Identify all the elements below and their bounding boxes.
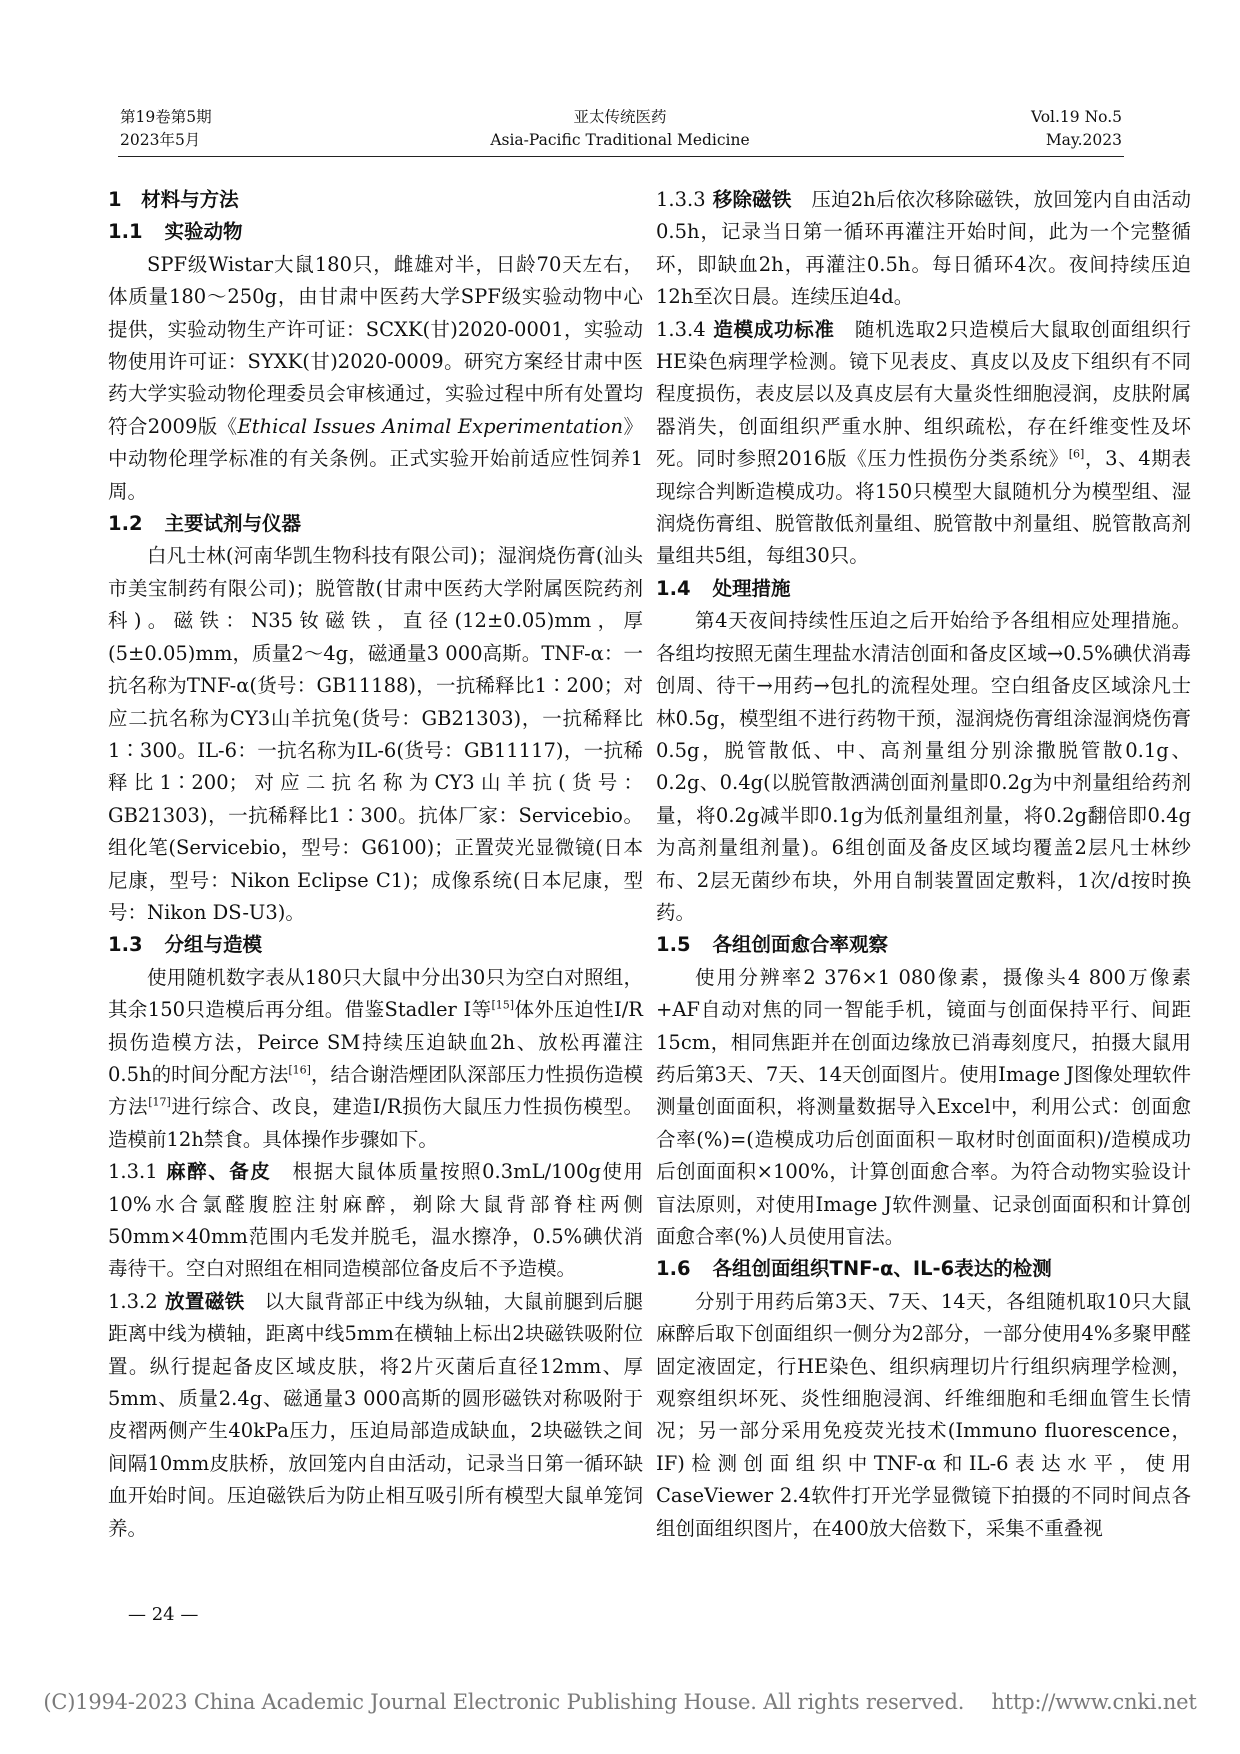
paragraph-grouping-modeling [108, 962, 643, 1156]
journal-title-en: Asia-Pacific Traditional Medicine [490, 131, 750, 149]
heading-number: 1.2 [108, 512, 143, 536]
paragraph-tnf-il6-detection: 分别于用药后第3天、7天、14天，各组随机取10只大鼠麻醉后取下创面组织一侧分为2部分，一部分使用4%多聚甲醛固定液固定，行HE染色、组织病理切片行组织病理学检测，观察组织坏死、炎性细胞浸润、纤维细胞和毛细血管生长情况；另一部分采用免疫荧光技术(Immuno fluorescence，IF)检测创面组织中TNF-α和IL-6表达水平，使用CaseViewer 2.4软件打开光学显微镜下拍摄的不同时间点各组创面组织图片，在400放大倍数下，采集不重叠视 [656, 1289, 1191, 1540]
header-divider [118, 156, 1124, 157]
subsection-1-3-2 [108, 1286, 643, 1545]
volume-issue-en: Vol.19 No.5 [1030, 108, 1122, 126]
paragraph-anesthesia: 根据大鼠体质量按照0.3mL/100g使用10%水合氯醛腹腔注射麻醉，剃除大鼠背部脊柱两侧50mm×40mm范围内毛发并脱毛，温水擦净，0.5%碘伏消毒待干。空白对照组在相同造模部位备皮后不予造模。 [108, 1160, 643, 1281]
journal-title-cn: 亚太传统医药 [573, 108, 667, 126]
text-run: 使用随机数字表从180只大鼠中分出30只为空白对照组，其余150只造模后再分组。借鉴Stadler I等 [108, 965, 643, 1022]
heading-title: 放置磁铁 [164, 1289, 245, 1313]
paragraph-experimental-animals [108, 249, 643, 508]
heading-title: 麻醉、备皮 [164, 1160, 272, 1184]
copyright-watermark: (C)1994-2023 China Academic Journal Electronic Publishing House. All rights reserved. http://www.cnki.net [43, 1690, 1197, 1714]
heading-number: 1.3.1 [108, 1160, 158, 1184]
heading-1-4 [656, 573, 1191, 605]
heading-title: 各组创面组织TNF-α、IL-6表达的检测 [712, 1257, 1052, 1281]
heading-number: 1.1 [108, 220, 143, 244]
issue-date-en: May.2023 [1045, 131, 1122, 149]
text-run: 随机选取2只造模后大鼠取创面组织行HE染色病理学检测。镜下见表皮、真皮以及皮下组织有不同程度损伤，表皮层以及真皮层有大量炎性细胞浸润，皮肤附属器消失，创面组织严重水肿、组织疏松，存在纤维变性及坏死。同时参照2016版《压力性损伤分类系统》 [656, 317, 1191, 471]
text-run: ，结合谢浩煙团队深部压力性损伤造模方法 [108, 1062, 643, 1119]
text-run: SPF级Wistar大鼠180只，雌雄对半，日龄70天左右，体质量180～250g，由甘肃中医药大学SPF级实验动物中心提供，实验动物生产许可证：SCXK(甘)2020-0001，实验动物使用许可证：SYXK(甘)2020-0009。研究方案经甘肃中医药大学实验动物伦理委员会审核通过，实验过程中所有处置均符合2009版《 [108, 252, 643, 438]
paragraph-reagents-instruments: 白凡士林(河南华凯生物科技有限公司)；湿润烧伤膏(汕头市美宝制药有限公司)；脱管散(甘肃中医药大学附属医院药剂科)。磁铁：N35钕磁铁，直径(12±0.05)mm，厚(5±0.05)mm，质量2～4g，磁通量3 000高斯。TNF-α：一抗名称为TNF-α(货号：GB11188)，一抗稀释比1∶200；对应二抗名称为CY3山羊抗兔(货号：GB21303)，一抗稀释比1∶300。IL-6：一抗名称为IL-6(货号：GB11117)，一抗稀释比1∶200；对应二抗名称为CY3山羊抗(货号：GB21303)，一抗稀释比1∶300。抗体厂家：Servicebio。组化笔(Servicebio，型号：G6100)；正置荧光显微镜(日本尼康，型号：Nikon Eclipse C1)；成像系统(日本尼康，型号：Nikon DS-U3)。 [108, 544, 643, 924]
heading-1-2 [108, 508, 643, 540]
heading-title: 移除磁铁 [712, 188, 792, 211]
heading-number: 1.3.2 [108, 1289, 158, 1313]
citation-ref: [16] [288, 1063, 311, 1077]
page-number: — 24 — [128, 1604, 199, 1625]
citation-ref: [15] [491, 998, 515, 1012]
heading-number: 1.3.3 [656, 188, 706, 211]
header-right [1031, 106, 1122, 152]
heading-number: 1.3.4 [656, 317, 706, 341]
heading-number: 1.6 [656, 1257, 691, 1281]
heading-title: 主要试剂与仪器 [164, 512, 302, 536]
subsection-1-3-3 [656, 184, 1191, 314]
heading-1-6 [656, 1253, 1191, 1285]
heading-1-3 [108, 929, 643, 961]
citation-ref: [6] [1068, 447, 1085, 461]
heading-title: 实验动物 [164, 220, 243, 244]
subsection-1-3-1 [108, 1156, 643, 1286]
heading-1-5 [656, 929, 1191, 961]
subsection-1-3-4 [656, 314, 1191, 573]
section-heading-materials-methods: 1 材料与方法 [108, 188, 239, 211]
paragraph-treatment: 第4天夜间持续性压迫之后开始给予各组相应处理措施。各组均按照无菌生理盐水清洁创面和备皮区域→0.5%碘伏消毒创周、待干→用药→包扎的流程处理。空白组备皮区域涂凡士林0.5g，模型组不进行药物干预，湿润烧伤膏组涂湿润烧伤膏0.5g，脱管散低、中、高剂量组分别涂撒脱管散0.1g、0.2g、0.4g(以脱管散洒满创面剂量即0.2g为中剂量组给药剂量，将0.2g减半即0.1g为低剂量组剂量，将0.2g翻倍即0.4g为高剂量组剂量)。6组创面及备皮区域均覆盖2层凡士林纱布、2层无菌纱布块，外用自制装置固定敷料，1次/d按时换药。 [656, 609, 1191, 924]
right-column [656, 184, 1191, 1545]
text-run: 》中动物伦理学标准的有关条例。正式实验开始前适应性饲养1周。 [108, 414, 643, 503]
heading-1-1 [108, 216, 643, 248]
paragraph-remove-magnets: 压迫2h后依次移除磁铁，放回笼内自由活动0.5h，记录当日第一循环再灌注开始时间，此为一个完整循环，即缺血2h，再灌注0.5h。每日循环4次。夜间持续压迫12h至次日晨。连续压迫4d。 [656, 188, 1191, 309]
italic-title: Ethical Issues Animal Experimentation [237, 414, 624, 438]
volume-issue: 第19卷第5期 [120, 108, 212, 126]
text-run: ，3、4期表现综合判断造模成功。将150只模型大鼠随机分为模型组、湿润烧伤膏组、脱管散低剂量组、脱管散中剂量组、脱管散高剂量组共5组，每组30只。 [656, 447, 1191, 568]
text-run: 进行综合、改良，建造I/R损伤大鼠压力性损伤模型。造模前12h禁食。具体操作步骤如下。 [108, 1095, 643, 1151]
heading-number: 1.3 [108, 933, 143, 957]
heading-title: 处理措施 [712, 576, 791, 600]
heading-number: 1.4 [656, 576, 691, 600]
citation-ref: [17] [148, 1095, 171, 1109]
paragraph-magnets: 以大鼠背部正中线为纵轴，大鼠前腿到后腿距离中线为横轴，距离中线5mm在横轴上标出2块磁铁吸附位置。纵行提起备皮区域皮肤，将2片灭菌后直径12mm、厚5mm、质量2.4g、磁通量3 000高斯的圆形磁铁对称吸附于皮褶两侧产生40kPa压力，压迫局部造成缺血，2块磁铁之间间隔10mm皮肤桥，放回笼内自由活动，记录当日第一循环缺血开始时间。压迫磁铁后为防止相互吸引所有模型大鼠单笼饲养。 [108, 1289, 643, 1540]
text-run: 体外压迫性I/R损伤造模方法，Peirce SM持续压迫缺血2h、放松再灌注0.5h的时间分配方法 [108, 998, 643, 1086]
heading-number: 1.5 [656, 933, 691, 957]
left-column [108, 184, 643, 1545]
heading-title: 造模成功标准 [712, 317, 835, 341]
heading-title: 各组创面愈合率观察 [712, 933, 889, 957]
heading-title: 分组与造模 [164, 933, 263, 957]
paragraph-healing-rate: 使用分辨率2 376×1 080像素，摄像头4 800万像素+AF自动对焦的同一智能手机，镜面与创面保持平行、间距15cm，相同焦距并在创面边缘放已消毒刻度尺，拍摄大鼠用药后第3天、7天、14天创面图片。使用Image J图像处理软件测量创面面积，将测量数据导入Excel中，利用公式：创面愈合率(%)=(造模成功后创面面积－取材时创面面积)/造模成功后创面面积×100%，计算创面愈合率。为符合动物实验设计盲法原则，对使用Image J软件测量、记录创面面积和计算创面愈合率(%)人员使用盲法。 [656, 965, 1191, 1248]
issue-date: 2023年5月 [120, 131, 201, 149]
